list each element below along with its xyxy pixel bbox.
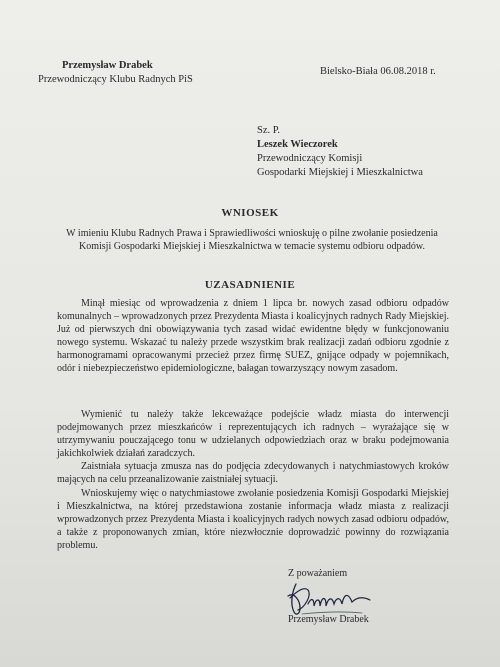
place-date: Bielsko-Biała 06.08.2018 r. (320, 66, 436, 77)
recipient-name: Leszek Wieczorek (257, 139, 338, 150)
signer-name: Przemysław Drabek (288, 614, 369, 625)
request-text: W imieniu Klubu Radnych Prawa i Sprawiedliwości wnioskuję o pilne zwołanie posiedzenia Komisji Gospodarki Miejskiej i Mieszkalnictwa w temacie systemu odbioru odpadów. (66, 228, 438, 252)
closing-text: Z poważaniem (288, 568, 348, 579)
justification-paragraph-3: Zaistniała sytuacja zmusza nas do podjęcia zdecydowanych i natychmiastowych kroków mających na celu przeanalizowanie zaistniałej sytuacji. (57, 461, 449, 485)
request-title: WNIOSEK (221, 207, 279, 219)
justification-title: UZASADNIENIE (204, 279, 296, 291)
justification-paragraph-1: Minął miesiąc od wprowadzenia z dniem 1 lipca br. nowych zasad odbioru odpadów komunalnych – wprowadzonych przez Prezydenta Miasta i koalicyjnych radnych Rady Miejskiej. Już od pierwszych dni obowiązywania tych zasad widać ewidentne błędy w funkcjonowaniu nowego systemu. Wskazać tu należy przede wszystkim brak realizacji zadań odbioru zgodnie z harmonogramami opracowanymi przecież przez firmę SUEZ, gnijące odpady w pojemnikach, odór i niebezpieczeństwo epidemiologiczne, bałagan towarzyszący nowym zasadom. (57, 298, 449, 374)
handwritten-signature (282, 578, 382, 618)
recipient-role-line1: Przewodniczący Komisji (257, 153, 363, 164)
justification-paragraph-2: Wymienić tu należy także lekceważące podejście władz miasta do interwencji podejmowanych przez mieszkańców i reprezentujących ich radnych – wyrażające się w utrzymywaniu pouczającego tonu w udzielanych odpowiedziach oraz w braku podejmowania jakichkolwiek działań zaradczych. (57, 409, 449, 459)
recipient-role-line2: Gospodarki Miejskiej i Mieszkalnictwa (257, 167, 423, 178)
sender-role: Przewodniczący Klubu Radnych PiS (38, 74, 193, 85)
justification-paragraph-4: Wnioskujemy więc o natychmiastowe zwołanie posiedzenia Komisji Gospodarki Miejskiej i Mieszkalnictwa, na której przedstawiona zostanie informacja władz miasta z realizacji wprowadzonych przez Prezydenta Miasta i koalicyjnych radych nowych zasad odbioru odpadów, a także z proponowanych zmian, które niezwłocznie doprowadzić powinny do rozwiązania problemu. (57, 488, 449, 551)
recipient-block (257, 124, 423, 180)
sender-name: Przemysław Drabek (62, 60, 153, 71)
recipient-salutation: Sz. P. (257, 125, 281, 136)
